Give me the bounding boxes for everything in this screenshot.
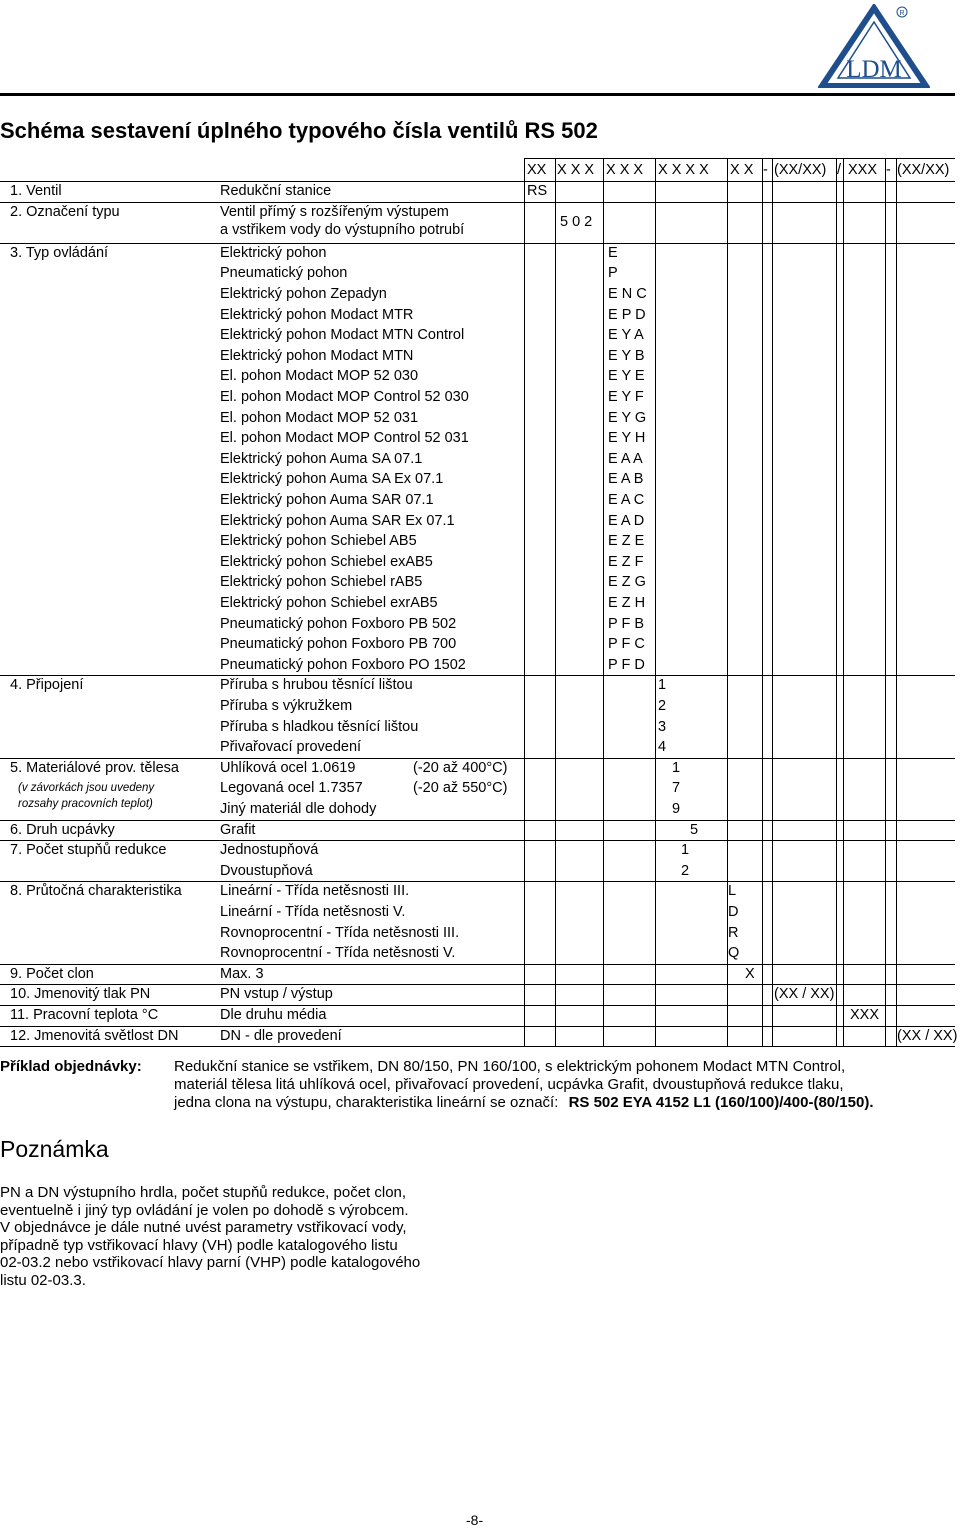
option-text: Elektrický pohon Modact MTN (220, 347, 414, 364)
option-code: 5 0 2 (560, 213, 593, 230)
option-temperature: (-20 až 400°C) (413, 759, 508, 776)
option-text: Elektrický pohon (220, 244, 327, 261)
code-header-segment: X X X X (658, 162, 709, 178)
option-code: E Y F (608, 389, 644, 405)
option-text: Příruba s hladkou těsnící lištou (220, 718, 419, 735)
code-column-rule (762, 158, 763, 1046)
option-text: Elektrický pohon Schiebel exAB5 (220, 553, 433, 570)
option-text: Rovnoprocentní - Třída netěsnosti III. (220, 924, 460, 941)
option-text: El. pohon Modact MOP 52 031 (220, 409, 419, 426)
logo-text: LDM (846, 56, 902, 83)
option-text: Rovnoprocentní - Třída netěsnosti V. (220, 945, 456, 962)
option-code: E Z H (608, 595, 646, 611)
option-text: Elektrický pohon Modact MTR (220, 306, 414, 323)
option-code: E Z F (608, 553, 644, 570)
note-line: případně typ vstřikovací hlavy (VH) podle katalogového listu (0, 1236, 398, 1254)
option-code: E A A (608, 450, 643, 467)
option-code: 2 (681, 862, 690, 879)
option-text: Pneumatický pohon Foxboro PB 502 (220, 615, 457, 632)
option-code: E Y B (608, 347, 645, 364)
option-text-2: a vstřikem vody do výstupního potrubí (220, 221, 465, 238)
code-column-rule (655, 158, 656, 1046)
table-rule (0, 675, 955, 676)
code-header-segment: XXX (848, 162, 878, 178)
option-code: XXX (850, 1007, 880, 1023)
section-label: 3. Typ ovládání (10, 244, 109, 261)
option-text: Legovaná ocel 1.7357 (220, 780, 363, 797)
option-code: 1 (658, 677, 667, 694)
option-text: Elektrický pohon Schiebel AB5 (220, 533, 417, 550)
table-rule (0, 964, 955, 965)
code-column-rule (836, 158, 837, 1046)
section-label: 10. Jmenovitý tlak PN (10, 986, 151, 1003)
option-code: E (608, 244, 618, 261)
option-code: E Y G (608, 409, 647, 426)
option-text: Příruba s výkružkem (220, 698, 353, 714)
option-code: X (745, 965, 755, 982)
option-code: (XX / XX) (774, 986, 835, 1003)
section-label: 5. Materiálové prov. tělesa (10, 759, 179, 776)
note-line: listu 02-03.3. (0, 1271, 86, 1289)
section-label: 4. Připojení (10, 677, 84, 694)
table-rule (0, 243, 955, 244)
code-header-segment: - (886, 162, 891, 178)
code-column-rule (524, 158, 525, 1046)
section-note: rozsahy pracovních teplot) (18, 798, 153, 811)
option-code: 5 (690, 821, 699, 838)
svg-text:R: R (899, 10, 905, 17)
option-text: Elektrický pohon Schiebel rAB5 (220, 574, 423, 591)
option-text: Ventil přímý s rozšířeným výstupem (220, 203, 449, 220)
option-text: El. pohon Modact MOP Control 52 031 (220, 430, 469, 447)
option-text: Uhlíková ocel 1.0619 (220, 759, 356, 776)
note-line: 02-03.2 nebo vstřikovací hlavy parní (VHP) podle katalogového (0, 1254, 421, 1271)
code-header-segment: - (763, 162, 768, 178)
code-column-rule (772, 158, 773, 1046)
code-header-segment: (XX/XX) (774, 162, 827, 178)
option-code: E Z G (608, 574, 646, 591)
option-code: E Y A (608, 327, 644, 344)
option-text: PN vstup / výstup (220, 986, 333, 1003)
option-code: P F B (608, 615, 644, 632)
logo-triangle-icon (818, 4, 930, 88)
header-rule (0, 93, 955, 96)
option-code: 1 (672, 759, 681, 776)
option-text: El. pohon Modact MOP 52 030 (220, 368, 419, 385)
code-column-rule (896, 158, 897, 1046)
example-line-2: materiál tělesa litá uhlíková ocel, přivařovací provedení, ucpávka Grafit, dvoustupňová redukce tlaku, (174, 1076, 844, 1093)
code-header-segment: XX (527, 162, 547, 178)
section-label: 2. Označení typu (10, 203, 120, 220)
code-column-rule (843, 158, 844, 1046)
page-title: Schéma sestavení úplného typového čísla ventilů RS 502 (0, 118, 598, 143)
table-rule (0, 202, 955, 203)
option-code: E Y H (608, 430, 646, 447)
code-header-segment: X X (730, 162, 754, 178)
table-rule (0, 181, 955, 182)
option-text: Dle druhu média (220, 1007, 327, 1023)
option-text: Přivařovací provedení (220, 739, 362, 756)
option-code: R (728, 924, 739, 941)
code-header-segment: / (837, 162, 842, 178)
example-label: Příklad objednávky: (0, 1058, 142, 1075)
option-code: 2 (658, 698, 667, 714)
option-text: Lineární - Třída netěsnosti V. (220, 904, 406, 920)
option-temperature: (-20 až 550°C) (413, 780, 508, 797)
section-label: 9. Počet clon (10, 965, 94, 982)
note-heading: Poznámka (0, 1136, 109, 1162)
option-text: Elektrický pohon Auma SA 07.1 (220, 450, 423, 467)
option-text: Elektrický pohon Modact MTN Control (220, 327, 465, 344)
option-code: Q (728, 945, 740, 962)
option-text: Pneumatický pohon Foxboro PO 1502 (220, 656, 466, 673)
option-text: Příruba s hrubou těsnící lištou (220, 677, 413, 694)
code-header-segment: (XX/XX) (897, 162, 950, 178)
code-column-rule (555, 158, 556, 1046)
section-note: (v závorkách jsou uvedeny (18, 782, 155, 795)
example-line-1: Redukční stanice se vstřikem, DN 80/150, PN 160/100, s elektrickým pohonem Modact MTN Control, (174, 1058, 846, 1075)
example-line-3-text: jedna clona na výstupu, charakteristika lineární se označí: (174, 1094, 559, 1111)
code-column-rule (885, 158, 886, 1046)
ldm-logo (818, 4, 930, 88)
option-text: Pneumatický pohon (220, 265, 348, 282)
section-label: 1. Ventil (10, 183, 62, 199)
page-number: -8- (466, 1512, 484, 1528)
table-rule (0, 820, 955, 821)
option-text: Elektrický pohon Auma SAR 07.1 (220, 492, 434, 508)
option-code: 1 (681, 842, 690, 859)
option-code: E Z E (608, 533, 645, 550)
note-body (0, 1184, 420, 1289)
option-text: Pneumatický pohon Foxboro PB 700 (220, 636, 457, 653)
option-text: Lineární - Třída netěsnosti III. (220, 883, 410, 900)
option-code: E N C (608, 286, 647, 302)
option-code: E P D (608, 306, 646, 323)
option-code: L (728, 883, 737, 900)
option-code: 4 (658, 739, 667, 756)
code-column-rule (603, 158, 604, 1046)
code-header-segment: X X X (606, 162, 644, 178)
option-text: Elektrický pohon Auma SA Ex 07.1 (220, 471, 444, 488)
section-label: 7. Počet stupňů redukce (10, 842, 167, 859)
note-line: eventuelně i jiný typ ovládání je volen po dohodě s výrobcem. (0, 1201, 409, 1219)
option-code: E A B (608, 471, 644, 488)
option-code: P (608, 265, 618, 282)
example-line-3 (174, 1094, 873, 1112)
code-column-rule (727, 158, 728, 1046)
example-code: RS 502 EYA 4152 L1 (160/100)/400-(80/150). (568, 1094, 874, 1111)
option-code: P F D (608, 656, 645, 673)
option-code: E A D (608, 512, 645, 529)
option-code: E A C (608, 492, 645, 508)
option-text: Redukční stanice (220, 183, 332, 199)
option-text: Dvoustupňová (220, 862, 313, 879)
section-label: 6. Druh ucpávky (10, 821, 115, 838)
table-rule (524, 158, 955, 159)
section-label: 11. Pracovní teplota °C (10, 1007, 159, 1023)
option-code: (XX / XX) (897, 1027, 958, 1044)
option-text: Elektrický pohon Auma SAR Ex 07.1 (220, 512, 455, 529)
option-text: Jiný materiál dle dohody (220, 801, 377, 817)
option-text: Jednostupňová (220, 842, 319, 859)
note-line: V objednávce je dále nutné uvést parametry vstřikovací vody, (0, 1219, 407, 1236)
note-line: PN a DN výstupního hrdla, počet stupňů redukce, počet clon, (0, 1184, 407, 1201)
option-text: Elektrický pohon Schiebel exrAB5 (220, 595, 438, 611)
option-text: DN - dle provedení (220, 1027, 342, 1044)
option-code: D (728, 904, 739, 920)
option-code: 7 (672, 780, 681, 797)
option-code: P F C (608, 636, 645, 653)
option-code: E Y E (608, 368, 645, 385)
table-rule (0, 1046, 955, 1047)
code-header-segment: X X X (557, 162, 595, 178)
option-code: 9 (672, 801, 681, 817)
section-label: 12. Jmenovitá světlost DN (10, 1027, 179, 1044)
option-text: Grafit (220, 821, 256, 838)
option-text: Max. 3 (220, 965, 264, 982)
option-code: 3 (658, 718, 667, 735)
option-text: El. pohon Modact MOP Control 52 030 (220, 389, 469, 405)
option-text: Elektrický pohon Zepadyn (220, 286, 387, 302)
option-code: RS (527, 183, 548, 199)
section-label: 8. Průtočná charakteristika (10, 883, 182, 900)
